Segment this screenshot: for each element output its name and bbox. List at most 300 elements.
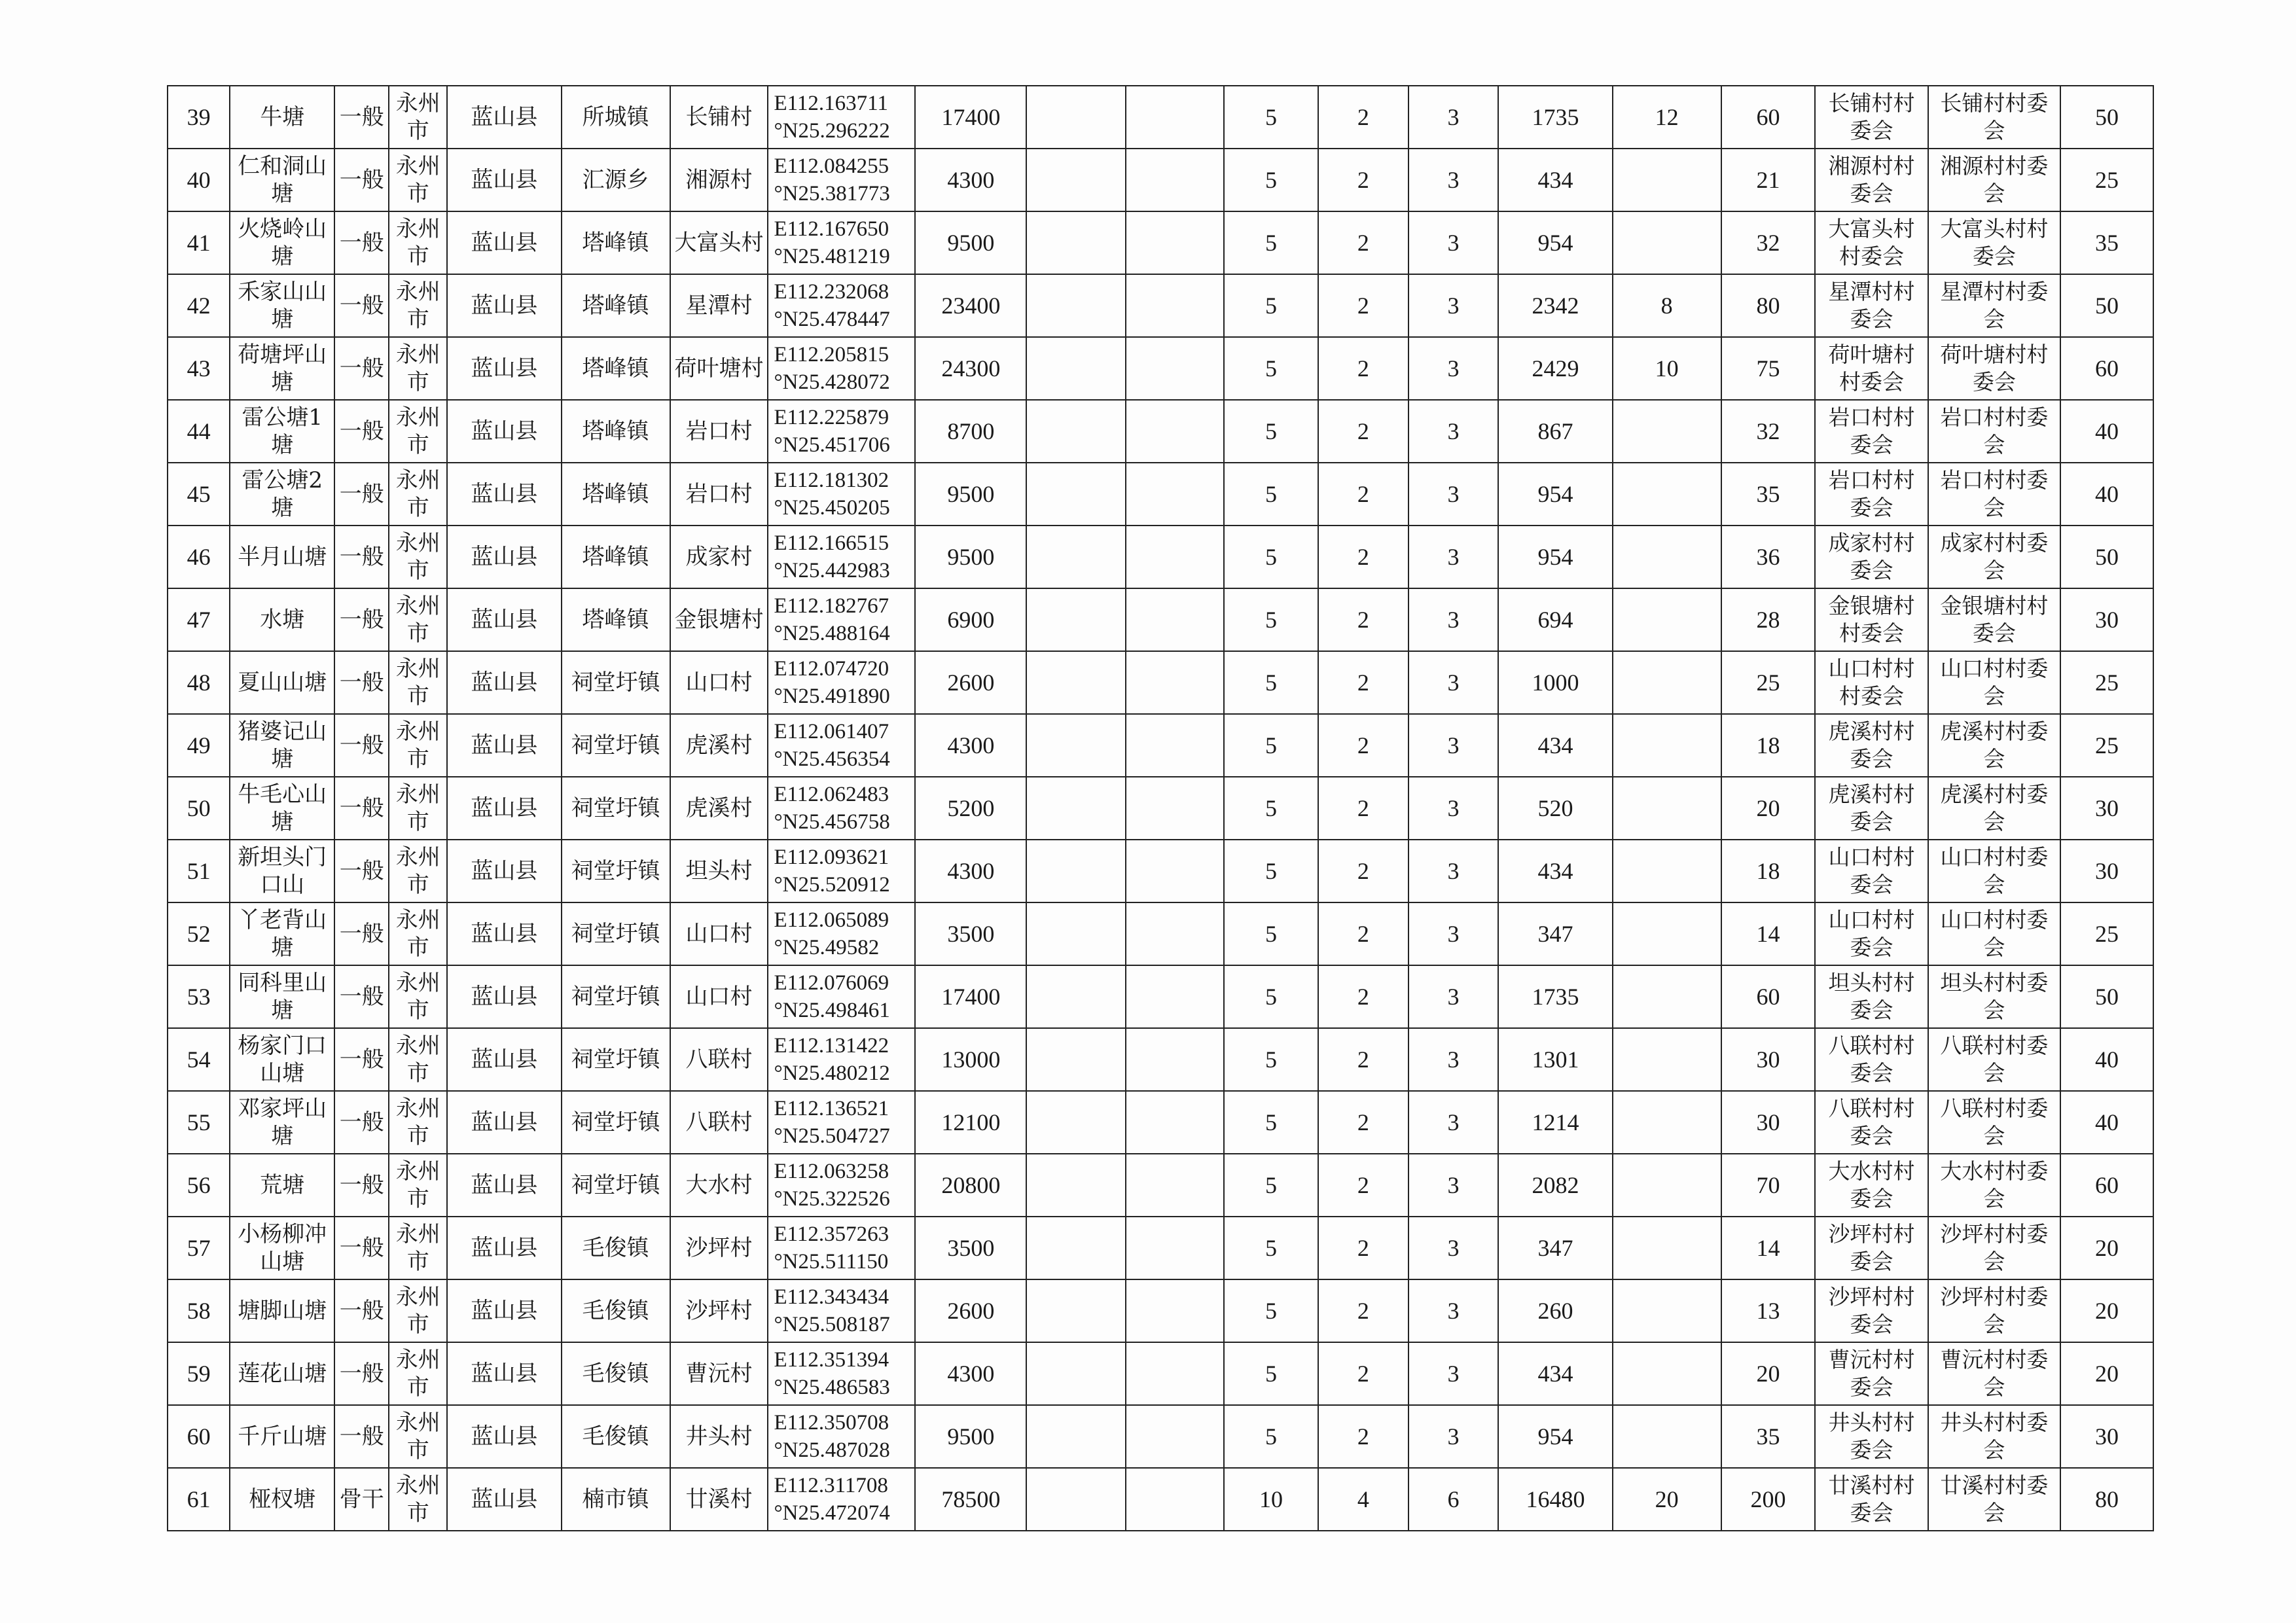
cell-scale-type: 一般 [334,149,389,211]
table-row [168,965,2153,1028]
cell-value-b: 2 [1318,1028,1408,1091]
cell-township: 塔峰镇 [562,588,670,651]
table-row [168,86,2153,149]
cell-value-d: 1735 [1498,965,1612,1028]
cell-value-d: 694 [1498,588,1612,651]
cell-scale-type: 一般 [334,965,389,1028]
cell-value-f: 30 [1721,1091,1816,1154]
cell-manager: 虎溪村村委会 [1928,714,2061,777]
cell-value-f: 14 [1721,902,1816,965]
cell-owner: 岩口村村委会 [1815,463,1928,526]
cell-row-number: 41 [168,211,230,274]
cell-county: 蓝山县 [447,1091,561,1154]
cell-county: 蓝山县 [447,902,561,965]
cell-blank-b [1126,588,1224,651]
cell-county: 蓝山县 [447,1217,561,1279]
cell-coordinates: E112.225879 °N25.451706 [768,400,915,463]
cell-value-b: 2 [1318,274,1408,337]
cell-owner: 金银塘村村委会 [1815,588,1928,651]
cell-value-d: 867 [1498,400,1612,463]
cell-blank-b [1126,1405,1224,1468]
cell-blank-a [1026,463,1126,526]
cell-manager: 山口村村委会 [1928,902,2061,965]
cell-blank-a [1026,211,1126,274]
cell-value-c: 3 [1408,337,1499,400]
cell-row-number: 45 [168,463,230,526]
cell-pond-name: 邓家坪山塘 [230,1091,334,1154]
cell-blank-a [1026,400,1126,463]
cell-manager: 八联村村委会 [1928,1028,2061,1091]
cell-township: 塔峰镇 [562,211,670,274]
cell-township: 汇源乡 [562,149,670,211]
cell-blank-b [1126,149,1224,211]
cell-city: 永州市 [389,463,447,526]
cell-value-e [1613,1028,1721,1091]
cell-manager: 湘源村村委会 [1928,149,2061,211]
cell-pond-name: 雷公塘2塘 [230,463,334,526]
cell-value-f: 30 [1721,1028,1816,1091]
cell-value-d: 954 [1498,211,1612,274]
cell-value-b: 2 [1318,337,1408,400]
cell-blank-b [1126,274,1224,337]
cell-value-a: 5 [1224,1091,1318,1154]
cell-blank-b [1126,1279,1224,1342]
cell-value-e [1613,1279,1721,1342]
cell-scale-type: 一般 [334,1217,389,1279]
cell-pond-name: 猪婆记山塘 [230,714,334,777]
cell-coordinates: E112.131422 °N25.480212 [768,1028,915,1091]
cell-value-d: 1000 [1498,651,1612,714]
cell-value-f: 36 [1721,526,1816,588]
cell-capacity: 3500 [915,1217,1026,1279]
cell-village: 大水村 [670,1154,768,1217]
table-row [168,1405,2153,1468]
cell-blank-b [1126,1091,1224,1154]
cell-manager: 虎溪村村委会 [1928,777,2061,840]
cell-coordinates: E112.232068 °N25.478447 [768,274,915,337]
cell-value-f: 32 [1721,211,1816,274]
cell-value-c: 3 [1408,1279,1499,1342]
cell-row-number: 61 [168,1468,230,1531]
cell-value-a: 5 [1224,1217,1318,1279]
cell-blank-b [1126,965,1224,1028]
cell-row-number: 60 [168,1405,230,1468]
cell-row-number: 55 [168,1091,230,1154]
cell-blank-b [1126,526,1224,588]
cell-value-c: 3 [1408,965,1499,1028]
table-row [168,274,2153,337]
cell-owner: 山口村村委会 [1815,840,1928,902]
cell-coordinates: E112.065089 °N25.49582 [768,902,915,965]
cell-row-number: 51 [168,840,230,902]
cell-coordinates: E112.063258 °N25.322526 [768,1154,915,1217]
cell-value-f: 60 [1721,965,1816,1028]
cell-blank-b [1126,714,1224,777]
cell-city: 永州市 [389,1217,447,1279]
table-row [168,1279,2153,1342]
table-body [168,86,2153,1531]
cell-manager: 星潭村村委会 [1928,274,2061,337]
cell-coordinates: E112.084255 °N25.381773 [768,149,915,211]
cell-value-a: 5 [1224,1154,1318,1217]
cell-coordinates: E112.062483 °N25.456758 [768,777,915,840]
cell-blank-b [1126,211,1224,274]
cell-blank-b [1126,1342,1224,1405]
cell-capacity: 9500 [915,526,1026,588]
table-row [168,1154,2153,1217]
table-row [168,902,2153,965]
cell-county: 蓝山县 [447,337,561,400]
cell-capacity: 5200 [915,777,1026,840]
cell-village: 成家村 [670,526,768,588]
cell-village: 金银塘村 [670,588,768,651]
cell-capacity: 17400 [915,86,1026,149]
cell-township: 祠堂圩镇 [562,777,670,840]
cell-value-b: 2 [1318,86,1408,149]
cell-value-c: 3 [1408,1154,1499,1217]
cell-pond-name: 荷塘坪山塘 [230,337,334,400]
cell-value-d: 2342 [1498,274,1612,337]
cell-county: 蓝山县 [447,714,561,777]
cell-value-e [1613,714,1721,777]
cell-blank-a [1026,526,1126,588]
cell-scale-type: 一般 [334,902,389,965]
cell-blank-a [1026,1468,1126,1531]
cell-pond-name: 牛毛心山塘 [230,777,334,840]
cell-value-b: 2 [1318,211,1408,274]
cell-township: 祠堂圩镇 [562,651,670,714]
cell-value-d: 954 [1498,526,1612,588]
cell-value-d: 2429 [1498,337,1612,400]
cell-row-number: 39 [168,86,230,149]
cell-owner: 井头村村委会 [1815,1405,1928,1468]
cell-township: 塔峰镇 [562,337,670,400]
cell-blank-a [1026,337,1126,400]
cell-owner: 山口村村村委会 [1815,651,1928,714]
cell-value-e: 8 [1613,274,1721,337]
cell-village: 八联村 [670,1028,768,1091]
cell-value-d: 1735 [1498,86,1612,149]
cell-value-b: 4 [1318,1468,1408,1531]
cell-owner: 荷叶塘村村委会 [1815,337,1928,400]
cell-value-g: 50 [2060,274,2153,337]
cell-value-b: 2 [1318,400,1408,463]
cell-village: 长铺村 [670,86,768,149]
cell-pond-name: 牛塘 [230,86,334,149]
cell-value-e [1613,1342,1721,1405]
cell-blank-a [1026,588,1126,651]
cell-value-d: 2082 [1498,1154,1612,1217]
cell-value-b: 2 [1318,588,1408,651]
cell-township: 毛俊镇 [562,1217,670,1279]
cell-value-e [1613,588,1721,651]
cell-village: 曹沅村 [670,1342,768,1405]
reservoir-table [167,85,2154,1531]
cell-manager: 荷叶塘村村委会 [1928,337,2061,400]
cell-value-a: 5 [1224,714,1318,777]
cell-city: 永州市 [389,840,447,902]
cell-value-f: 60 [1721,86,1816,149]
cell-village: 星潭村 [670,274,768,337]
cell-pond-name: 小杨柳冲山塘 [230,1217,334,1279]
cell-value-g: 30 [2060,588,2153,651]
cell-township: 祠堂圩镇 [562,965,670,1028]
cell-manager: 坦头村村委会 [1928,965,2061,1028]
cell-county: 蓝山县 [447,149,561,211]
cell-scale-type: 一般 [334,211,389,274]
cell-scale-type: 一般 [334,1028,389,1091]
cell-value-e [1613,526,1721,588]
cell-blank-a [1026,965,1126,1028]
cell-city: 永州市 [389,274,447,337]
cell-township: 楠市镇 [562,1468,670,1531]
cell-capacity: 2600 [915,1279,1026,1342]
cell-village: 虎溪村 [670,777,768,840]
cell-owner: 曹沅村村委会 [1815,1342,1928,1405]
cell-blank-b [1126,1468,1224,1531]
cell-coordinates: E112.357263 °N25.511150 [768,1217,915,1279]
cell-township: 塔峰镇 [562,526,670,588]
cell-value-b: 2 [1318,1279,1408,1342]
cell-value-b: 2 [1318,463,1408,526]
cell-value-e: 20 [1613,1468,1721,1531]
cell-value-c: 3 [1408,714,1499,777]
cell-village: 山口村 [670,651,768,714]
cell-value-g: 40 [2060,1091,2153,1154]
cell-county: 蓝山县 [447,463,561,526]
cell-pond-name: 丫老背山塘 [230,902,334,965]
cell-capacity: 12100 [915,1091,1026,1154]
cell-county: 蓝山县 [447,1279,561,1342]
cell-value-c: 3 [1408,840,1499,902]
cell-value-g: 30 [2060,840,2153,902]
cell-manager: 大水村村委会 [1928,1154,2061,1217]
cell-village: 井头村 [670,1405,768,1468]
cell-value-f: 70 [1721,1154,1816,1217]
cell-value-c: 6 [1408,1468,1499,1531]
cell-value-g: 50 [2060,965,2153,1028]
cell-value-f: 80 [1721,274,1816,337]
cell-value-c: 3 [1408,1405,1499,1468]
table-row [168,588,2153,651]
cell-county: 蓝山县 [447,1405,561,1468]
cell-pond-name: 荒塘 [230,1154,334,1217]
table-row [168,1342,2153,1405]
cell-value-a: 5 [1224,965,1318,1028]
cell-county: 蓝山县 [447,588,561,651]
cell-blank-a [1026,902,1126,965]
cell-county: 蓝山县 [447,1342,561,1405]
cell-value-g: 50 [2060,526,2153,588]
cell-pond-name: 同科里山塘 [230,965,334,1028]
cell-row-number: 49 [168,714,230,777]
cell-coordinates: E112.074720 °N25.491890 [768,651,915,714]
cell-owner: 山口村村委会 [1815,902,1928,965]
cell-row-number: 53 [168,965,230,1028]
cell-value-g: 25 [2060,651,2153,714]
cell-coordinates: E112.167650 °N25.481219 [768,211,915,274]
cell-owner: 沙坪村村委会 [1815,1279,1928,1342]
cell-city: 永州市 [389,1342,447,1405]
cell-value-c: 3 [1408,777,1499,840]
cell-scale-type: 骨干 [334,1468,389,1531]
cell-row-number: 54 [168,1028,230,1091]
cell-value-c: 3 [1408,651,1499,714]
cell-value-a: 5 [1224,840,1318,902]
cell-value-a: 5 [1224,463,1318,526]
cell-capacity: 2600 [915,651,1026,714]
cell-blank-b [1126,400,1224,463]
cell-owner: 廿溪村村委会 [1815,1468,1928,1531]
cell-village: 山口村 [670,965,768,1028]
cell-scale-type: 一般 [334,1091,389,1154]
cell-township: 祠堂圩镇 [562,714,670,777]
cell-row-number: 46 [168,526,230,588]
cell-county: 蓝山县 [447,400,561,463]
cell-value-f: 25 [1721,651,1816,714]
cell-value-c: 3 [1408,149,1499,211]
cell-village: 八联村 [670,1091,768,1154]
cell-value-b: 2 [1318,651,1408,714]
cell-value-d: 347 [1498,902,1612,965]
cell-value-a: 5 [1224,651,1318,714]
cell-city: 永州市 [389,1154,447,1217]
cell-coordinates: E112.311708 °N25.472074 [768,1468,915,1531]
cell-coordinates: E112.343434 °N25.508187 [768,1279,915,1342]
cell-county: 蓝山县 [447,526,561,588]
table-row [168,1028,2153,1091]
cell-value-g: 35 [2060,211,2153,274]
cell-blank-a [1026,1154,1126,1217]
cell-township: 毛俊镇 [562,1279,670,1342]
cell-blank-b [1126,1217,1224,1279]
cell-township: 祠堂圩镇 [562,1154,670,1217]
cell-capacity: 23400 [915,274,1026,337]
cell-scale-type: 一般 [334,1405,389,1468]
cell-capacity: 9500 [915,463,1026,526]
cell-value-f: 21 [1721,149,1816,211]
table-row [168,1217,2153,1279]
cell-city: 永州市 [389,588,447,651]
cell-value-c: 3 [1408,400,1499,463]
cell-scale-type: 一般 [334,840,389,902]
cell-scale-type: 一般 [334,714,389,777]
cell-manager: 八联村村委会 [1928,1091,2061,1154]
cell-county: 蓝山县 [447,1468,561,1531]
cell-county: 蓝山县 [447,1028,561,1091]
cell-township: 所城镇 [562,86,670,149]
cell-value-e [1613,1217,1721,1279]
cell-blank-a [1026,777,1126,840]
cell-blank-a [1026,1028,1126,1091]
cell-coordinates: E112.136521 °N25.504727 [768,1091,915,1154]
cell-capacity: 24300 [915,337,1026,400]
cell-city: 永州市 [389,777,447,840]
cell-value-c: 3 [1408,211,1499,274]
cell-value-f: 200 [1721,1468,1816,1531]
cell-value-f: 28 [1721,588,1816,651]
cell-value-c: 3 [1408,588,1499,651]
cell-value-f: 75 [1721,337,1816,400]
cell-city: 永州市 [389,149,447,211]
cell-village: 岩口村 [670,463,768,526]
cell-row-number: 59 [168,1342,230,1405]
cell-pond-name: 杨家门口山塘 [230,1028,334,1091]
cell-coordinates: E112.205815 °N25.428072 [768,337,915,400]
cell-township: 祠堂圩镇 [562,840,670,902]
cell-manager: 山口村村委会 [1928,651,2061,714]
cell-value-f: 20 [1721,777,1816,840]
cell-manager: 曹沅村村委会 [1928,1342,2061,1405]
cell-value-e [1613,651,1721,714]
cell-value-f: 18 [1721,714,1816,777]
cell-manager: 大富头村村委会 [1928,211,2061,274]
cell-owner: 湘源村村委会 [1815,149,1928,211]
cell-blank-a [1026,1342,1126,1405]
cell-capacity: 4300 [915,149,1026,211]
cell-value-a: 5 [1224,1342,1318,1405]
cell-city: 永州市 [389,1279,447,1342]
cell-blank-b [1126,337,1224,400]
cell-value-f: 32 [1721,400,1816,463]
cell-capacity: 9500 [915,211,1026,274]
table-row [168,651,2153,714]
table-row [168,337,2153,400]
cell-row-number: 50 [168,777,230,840]
cell-value-c: 3 [1408,86,1499,149]
cell-owner: 成家村村委会 [1815,526,1928,588]
cell-blank-b [1126,1154,1224,1217]
cell-value-e [1613,211,1721,274]
cell-value-d: 434 [1498,149,1612,211]
table-row [168,526,2153,588]
table-row [168,1468,2153,1531]
cell-township: 祠堂圩镇 [562,902,670,965]
cell-owner: 八联村村委会 [1815,1091,1928,1154]
cell-capacity: 13000 [915,1028,1026,1091]
cell-owner: 虎溪村村委会 [1815,714,1928,777]
cell-township: 塔峰镇 [562,274,670,337]
cell-owner: 大富头村村委会 [1815,211,1928,274]
cell-city: 永州市 [389,1028,447,1091]
cell-blank-a [1026,651,1126,714]
cell-capacity: 8700 [915,400,1026,463]
cell-county: 蓝山县 [447,86,561,149]
cell-value-b: 2 [1318,714,1408,777]
cell-value-g: 60 [2060,1154,2153,1217]
cell-value-d: 954 [1498,463,1612,526]
cell-row-number: 56 [168,1154,230,1217]
cell-blank-a [1026,840,1126,902]
cell-county: 蓝山县 [447,777,561,840]
cell-value-g: 20 [2060,1217,2153,1279]
cell-pond-name: 桠杈塘 [230,1468,334,1531]
cell-blank-b [1126,902,1224,965]
cell-city: 永州市 [389,1405,447,1468]
cell-value-c: 3 [1408,463,1499,526]
cell-township: 塔峰镇 [562,400,670,463]
cell-value-e [1613,777,1721,840]
cell-county: 蓝山县 [447,651,561,714]
cell-manager: 山口村村委会 [1928,840,2061,902]
cell-value-f: 35 [1721,1405,1816,1468]
cell-city: 永州市 [389,400,447,463]
cell-value-b: 2 [1318,526,1408,588]
cell-value-d: 434 [1498,1342,1612,1405]
cell-blank-a [1026,86,1126,149]
cell-capacity: 4300 [915,840,1026,902]
cell-village: 岩口村 [670,400,768,463]
